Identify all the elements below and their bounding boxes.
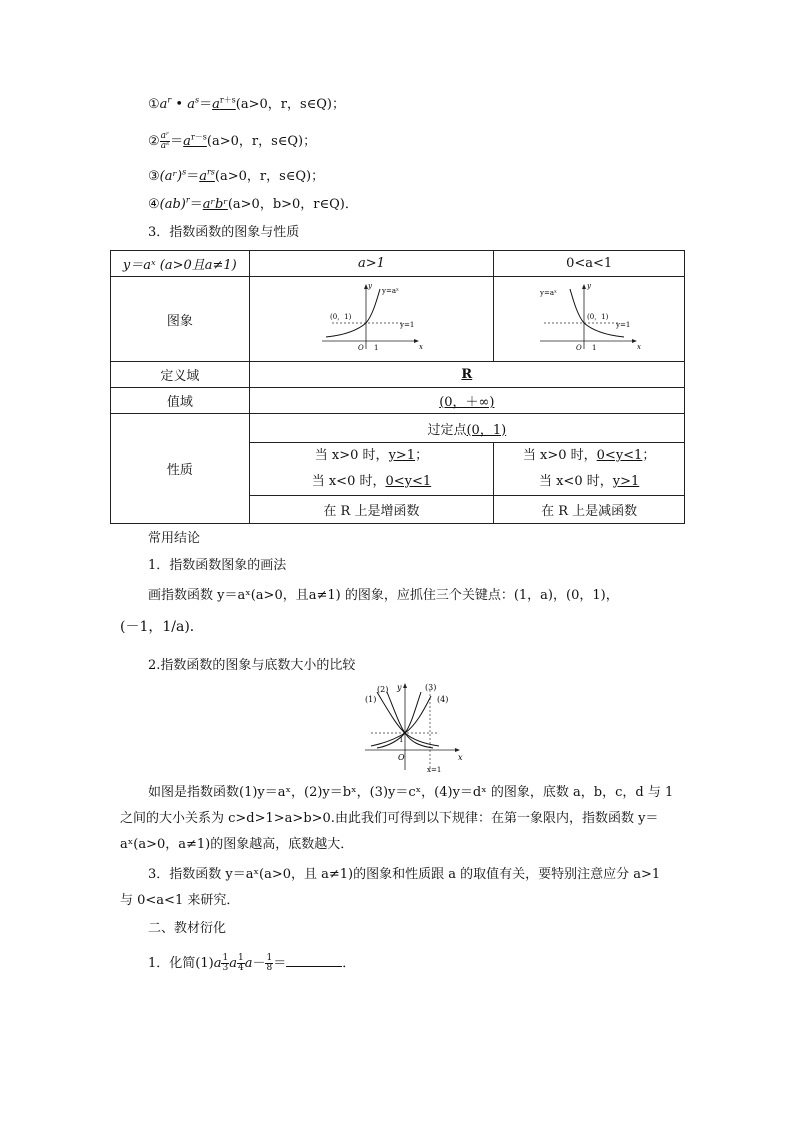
table-fixed-point-row [111, 414, 685, 443]
y-axis-arrow [582, 284, 586, 289]
curve-label: y=aˣ [540, 289, 558, 297]
common-title: 常用结论 [148, 531, 201, 546]
domain-value: R [249, 362, 684, 388]
table-graph-row [111, 277, 685, 362]
origin-label: O [398, 753, 405, 762]
header-a-between: 0<a<1 [494, 251, 685, 277]
x-axis-arrow [455, 748, 460, 752]
formula-2: ② $\frac{\text{aʳ}}{\text{aˢ}}$ $=a^{r-s}(a>0$，r，s∈Q)； [148, 131, 317, 151]
x-label: x [419, 343, 424, 351]
decreasing-text: 在 R 上是减函数 [494, 496, 685, 524]
label-3: (3) [425, 683, 437, 692]
one-label: 1 [399, 736, 404, 744]
formula-1: $①a^r$ • $a^s=a^{r+s}(a>0$，r，s∈Q)； [148, 95, 346, 112]
table-range-row [111, 388, 685, 414]
formula-4: ④(ab)$^r$＝aʳbʳ(a>0，b>0，r∈Q)． [148, 195, 358, 212]
property-label: 性质 [111, 414, 250, 524]
x-label: x [637, 343, 642, 351]
point-label: (0，1) [587, 313, 609, 321]
increasing-text: 在 R 上是增函数 [249, 496, 494, 524]
item1-title: 1．指数函数图象的画法 [148, 558, 287, 573]
graph-decreasing [534, 283, 644, 355]
line-label: y=1 [616, 321, 631, 329]
item2-text-1: 如图是指数函数(1)y＝aˣ，(2)y＝bˣ，(3)y＝cˣ，(4)y＝dˣ 的图象，底数 a，b，c，d 与 1 [148, 785, 674, 800]
x-label: x [458, 753, 463, 762]
range-label: 值域 [111, 388, 250, 414]
domain-label: 定义域 [111, 362, 250, 388]
section-3-title: 3．指数函数的图象与性质 [148, 225, 300, 240]
item2-text-3: aˣ(a>0，a≠1)的图象越高，底数越大． [120, 837, 354, 852]
y-label: y [587, 283, 592, 290]
range-value: (0，＋∞) [249, 388, 684, 414]
increasing-sign-cell: 当 x>0 时，y>1； 当 x<0 时，0<y<1 [249, 443, 494, 496]
graph-label: 图象 [111, 277, 250, 362]
item2-title: 2.指数函数的图象与底数大小的比较 [148, 658, 356, 673]
answer-blank[interactable] [286, 952, 342, 967]
y-label: y [397, 683, 402, 692]
fixed-point-cell: 过定点(0，1) [249, 414, 684, 443]
header-function: y＝aˣ (a>0且a≠1) [111, 251, 250, 277]
one-label: 1 [592, 344, 597, 352]
label-2: (2) [377, 685, 389, 694]
item3-text-2: 与 0<a<1 来研究． [120, 893, 240, 908]
item1-text: 画指数函数 y＝aˣ(a>0，且a≠1) 的图象，应抓住三个关键点：(1，a)，(0，1)， [148, 588, 619, 603]
origin-label: O [576, 344, 582, 352]
curve-label: y=aˣ [382, 287, 400, 295]
label-1: (1) [365, 695, 377, 704]
header-a-greater-1: a>1 [249, 251, 494, 277]
item2-text-2: 之间的大小关系为 c>d>1>a>b>0.由此我们可得到以下规律：在第一象限内，指数函数 y＝ [120, 811, 659, 826]
x-equals-1-label: x=1 [427, 766, 442, 774]
question-1: 1．化简(1)a $\frac{1}{3}$ a $\frac{1}{4}$ a－ $\frac{1}{8}$ ＝ ． [148, 953, 356, 973]
one-label: 1 [374, 344, 379, 352]
graph-decreasing-cell [494, 277, 685, 362]
y-label: y [368, 283, 373, 290]
line-label: y=1 [400, 321, 415, 329]
table-domain-row [111, 362, 685, 388]
label-4: (4) [437, 695, 449, 704]
y-axis-arrow [403, 683, 407, 688]
item1-point: (－1，1/a)． [120, 619, 204, 635]
graph-increasing [316, 283, 426, 355]
graph-increasing-cell [249, 277, 494, 362]
table-header-row [111, 251, 685, 277]
section-2-title: 二、教材衍化 [148, 921, 227, 936]
item3-text-1: 3．指数函数 y＝aˣ(a>0，且 a≠1)的图象和性质跟 a 的取值有关，要特别注意应分 a>1 [148, 867, 661, 882]
formula-3: $③(aʳ)^s=a^{rs}(a>0$，r，s∈Q)； [148, 167, 325, 184]
origin-label: O [358, 344, 365, 352]
decreasing-sign-cell: 当 x>0 时，0<y<1； 当 x<0 时，y>1 [494, 443, 685, 496]
base-comparison-graph [355, 680, 467, 774]
exponential-properties-table [110, 250, 685, 524]
point-label: (0，1) [330, 313, 352, 321]
